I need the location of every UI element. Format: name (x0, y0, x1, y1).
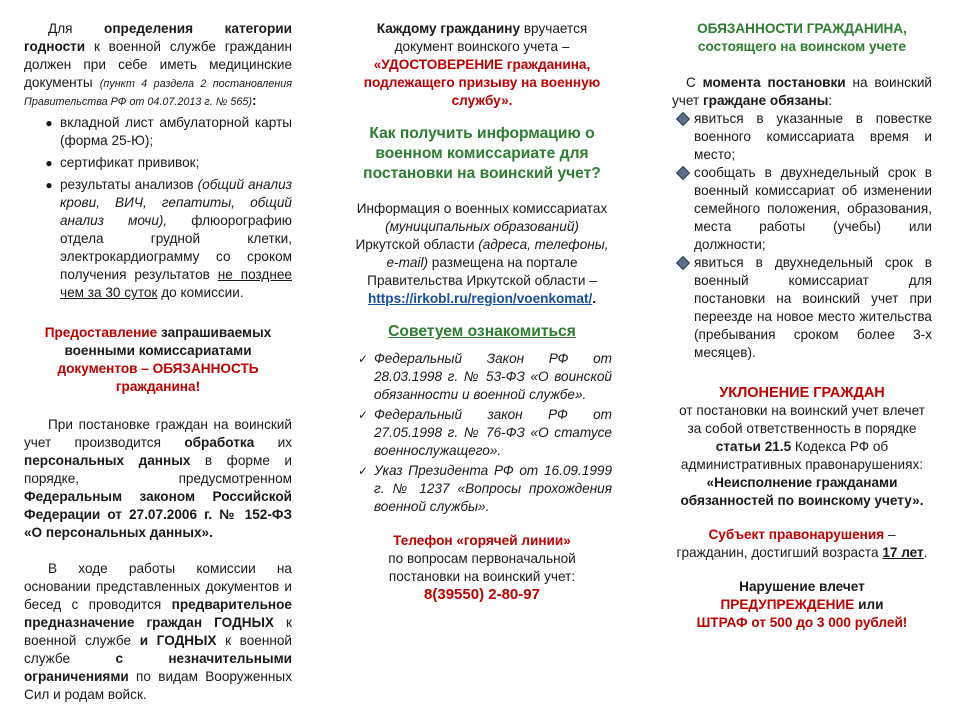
info-text: Иркутской области (355, 237, 479, 252)
penalty-warning: ПРЕДУПРЕЖДЕНИЕ (720, 597, 855, 612)
medical-docs-intro (24, 20, 292, 110)
info-paragraph (352, 200, 612, 290)
subject-paragraph (672, 526, 932, 562)
bullet-icon: ● (45, 116, 53, 130)
column-right (672, 20, 932, 632)
p2-bold: персональных данных (24, 453, 191, 468)
documents-notice (24, 324, 292, 396)
duties-heading: ОБЯЗАННОСТИ ГРАЖДАНИНА, состоящего на воинском учете (697, 21, 907, 54)
p2-bold: обработка (184, 435, 255, 450)
duty-item (672, 164, 932, 254)
p3-bold: с незначительными ограничениями (24, 651, 292, 684)
intro-text: Для (48, 21, 105, 36)
penalty-warning-line (672, 596, 932, 614)
p3-bold: предварительное предназначение граждан ГОДНЫХ (24, 597, 292, 630)
checkmark-icon: ✓ (357, 352, 369, 366)
notice-black: запрашиваемых военными комиссариатами (64, 325, 272, 358)
notice-red: Предоставление (44, 325, 158, 340)
p3-bold: и ГОДНЫХ (139, 633, 217, 648)
bullet-part: до комиссии. (157, 285, 244, 300)
bullet-icon: ● (45, 156, 53, 170)
lead-bold: граждане обязаны (703, 93, 829, 108)
intro-text-2: к военной службе гражданин должен при себе иметь медицинские документы (24, 39, 292, 90)
info-text: Информация о военных комиссариатах (356, 201, 608, 216)
penalty-lead: Нарушение влечет (739, 579, 865, 594)
bullet-text: сертификат прививок; (60, 155, 200, 170)
list-item (24, 154, 292, 172)
portal-link-line (352, 290, 612, 308)
duty-text: явиться в двухнедельный срок в военный комиссариат для постановки на воинский учет при переезде на новое место жительства (пребывания сроком более 3-х месяцев). (694, 255, 932, 360)
link-period: . (592, 291, 597, 306)
bullet-italic: (общий анализ крови, ВИЧ, гепатиты, общий анализ мочи), (60, 177, 292, 228)
evasion-text: от постановки на воинский учет влечет за собой ответственность в порядке (679, 403, 925, 436)
list-item (24, 176, 292, 302)
p3-text: В ходе работы комиссии на основании представленных документов и бесед с проводится (24, 561, 292, 612)
bullet-text: вкладной лист амбулаторной карты (форма 25-Ю); (60, 115, 292, 148)
law-text: Федеральный закон РФ от 27.05.1998 г. № 76-ФЗ «О статусе военнослужащего». (374, 407, 612, 458)
evasion-text: Кодекса РФ об административных правонарушениях: (680, 439, 924, 472)
column-left (24, 20, 292, 704)
intro-reference: (пункт 4 раздела 2 постановления Правительства РФ от 04.07.2013 г. № 565) (24, 78, 292, 108)
diamond-bullet-icon (672, 254, 694, 273)
p2-text: в форме и порядке, предусмотренном (24, 453, 292, 486)
commission-paragraph (24, 560, 292, 704)
p2-text: При постановке граждан на воинский учет производится (24, 417, 292, 450)
duty-text: сообщать в двухнедельный срок в военный комиссариат об изменении семейного положения, образования, места работы (учебы) или должности; (694, 165, 932, 252)
bullet-part: флюорографию отдела грудной клетки, электрокардиограмму со сроком получения результатов (60, 213, 292, 282)
info-italic: (муниципальных образований) (385, 219, 579, 234)
lead-text: : (828, 93, 833, 108)
penalty-or: или (854, 597, 884, 612)
p3-text: по видам Вооруженных Сил и родам войск. (24, 669, 292, 702)
personal-data-paragraph (24, 416, 292, 542)
law-text: Федеральный Закон РФ от 28.03.1998 г. № 53-ФЗ «О воинской обязанности и военной службе». (374, 351, 612, 402)
evasion-paragraph (672, 402, 932, 474)
diamond-bullet-icon (672, 164, 694, 183)
intro-colon: : (252, 93, 257, 108)
info-question-heading: Как получить информацию о военном комиссариате для постановки на воинский учет? (363, 125, 601, 182)
p2-text: их (254, 435, 293, 450)
duties-lead (672, 74, 932, 110)
law-text: Указ Президента РФ от 16.09.1999 г. № 1237 «Вопросы прохождения военной службы». (374, 463, 612, 514)
duty-item (672, 254, 932, 362)
subject-age: 17 лет (882, 545, 924, 560)
subject-text: – гражданин, достигший возраста (676, 527, 896, 560)
evasion-article: статьи 21.5 (715, 439, 792, 454)
duty-text: явиться в указанные в повестке военного комиссариата время и место; (694, 111, 932, 162)
p3-text: к военной службе (24, 615, 292, 648)
lead-text: на воинский учет (672, 75, 933, 108)
p3-text: к военной службе (24, 633, 292, 666)
diamond-bullet-icon (672, 110, 694, 129)
portal-link[interactable]: https://irkobl.ru/region/voenkomat/ (367, 291, 593, 306)
p2-law: Федеральным законом Российской Федерации от 27.07.2006 г. № 152-ФЗ «О персональных данных». (24, 489, 292, 540)
penalty-fine: ШТРАФ от 500 до 3 000 рублей! (696, 615, 908, 630)
bullet-text (60, 176, 292, 302)
doc-text: вручается документ воинского учета – (394, 21, 588, 54)
column-middle (352, 20, 612, 604)
subject-heading: Субъект правонарушения (708, 527, 885, 542)
bullet-part: результаты анализов (60, 177, 198, 192)
certificate-name: «УДОСТОВЕРЕНИЕ гражданина, подлежащего призыву на военную службу». (363, 57, 601, 108)
law-item (352, 462, 612, 516)
lead-bold: момента постановки (702, 75, 846, 90)
subject-text: . (923, 545, 928, 560)
hotline-text: по вопросам первоначальной постановки на воинский учет: (388, 551, 576, 584)
hotline-heading: Телефон «горячей линии» (393, 533, 571, 548)
intro-bold: определения категории годности (24, 21, 292, 54)
advice-heading: Советуем ознакомиться (388, 323, 576, 340)
info-italic: (адреса, телефоны, e-mail) (386, 237, 609, 270)
evasion-heading: УКЛОНЕНИЕ ГРАЖДАН (719, 385, 885, 401)
checkmark-icon: ✓ (357, 464, 369, 478)
lead-text: С (686, 75, 703, 90)
info-text: размещена на портале Правительства Иркутской области – (367, 255, 597, 288)
bullet-icon: ● (45, 178, 53, 192)
law-item (352, 350, 612, 404)
notice-red-2: документов – ОБЯЗАННОСТЬ гражданина! (57, 361, 259, 394)
law-item (352, 406, 612, 460)
duty-item (672, 110, 932, 164)
list-item (24, 114, 292, 150)
certificate-paragraph (352, 20, 612, 56)
hotline-phone: 8(39550) 2-80-97 (424, 586, 540, 603)
deadline-text: не позднее чем за 30 суток (60, 267, 292, 300)
evasion-offense: «Неисполнение гражданами обязанностей по воинскому учету». (680, 475, 924, 508)
doc-bold: Каждому гражданину (376, 21, 521, 36)
checkmark-icon: ✓ (357, 408, 369, 422)
